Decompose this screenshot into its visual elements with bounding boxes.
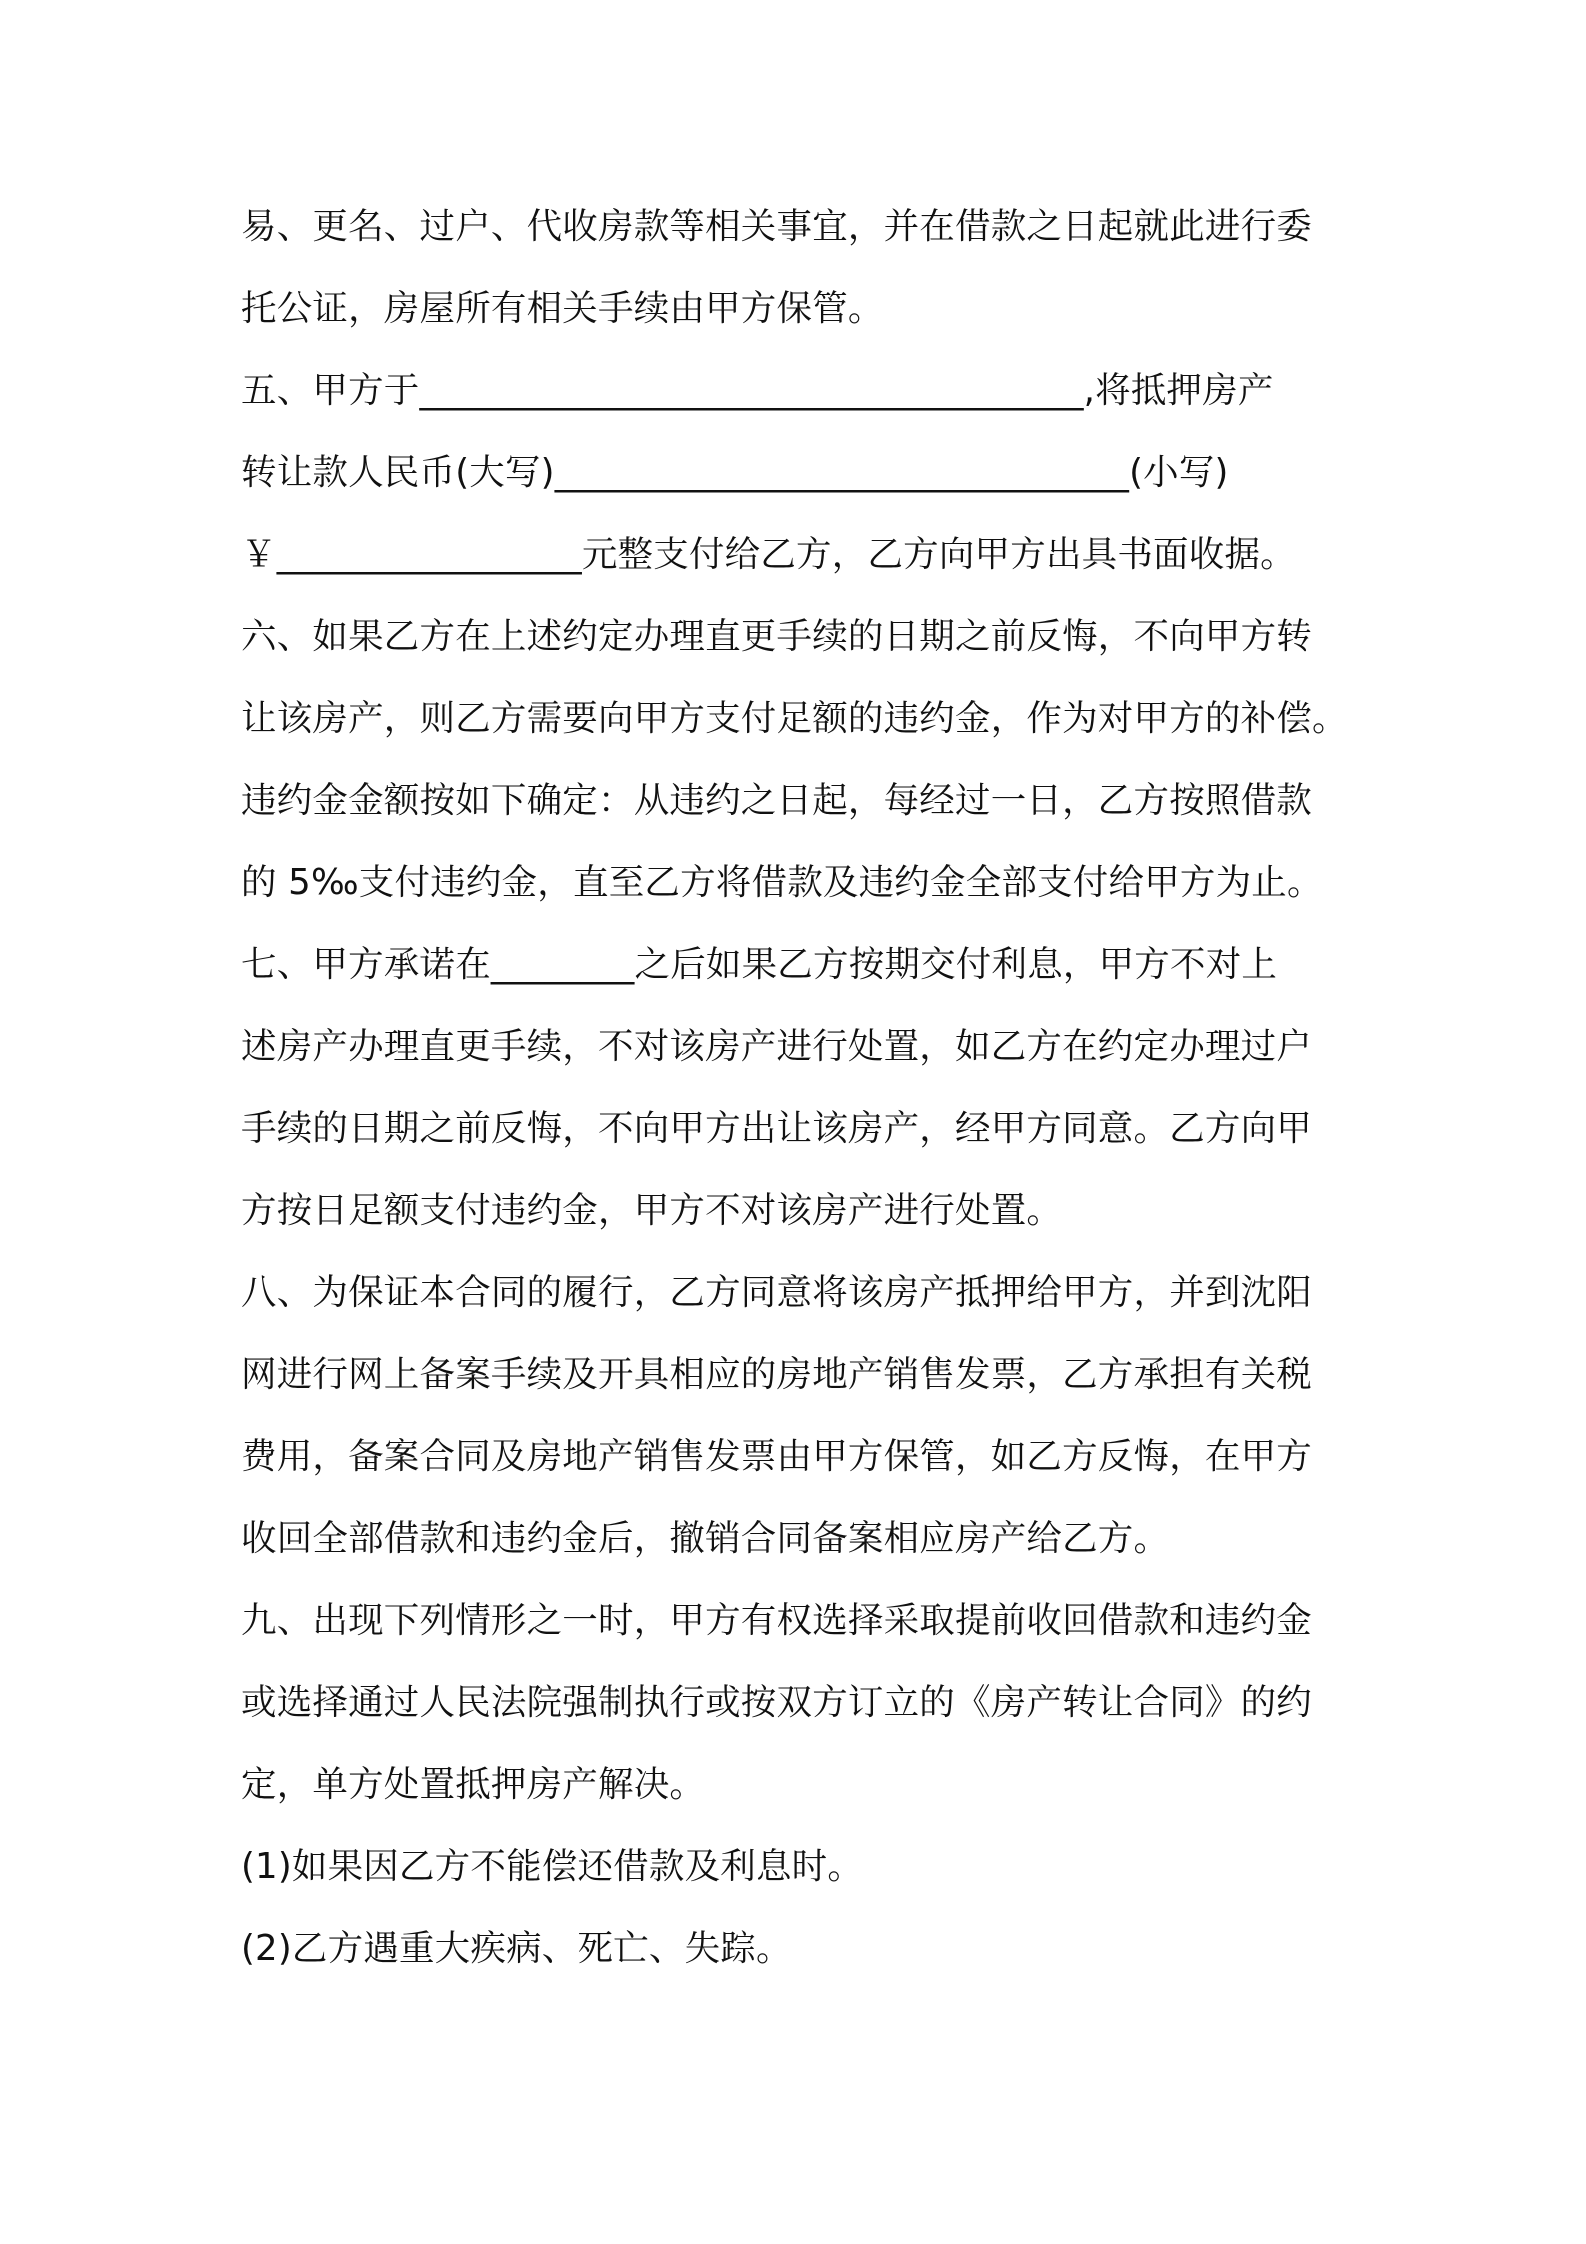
text-line: 网进行网上备案手续及开具相应的房地产销售发票，乙方承担有关税 [241, 1354, 1313, 1395]
text-line: 述房产办理直更手续，不对该房产进行处置，如乙方在约定办理过户 [241, 1026, 1313, 1067]
text-line: 易、更名、过户、代收房款等相关事宜，并在借款之日起就此进行委 [241, 206, 1313, 247]
text-line: 违约金金额按如下确定：从违约之日起，每经过一日，乙方按照借款 [241, 780, 1313, 821]
clause-8-line: 八、为保证本合同的履行，乙方同意将该房产抵押给甲方，并到沈阳 [241, 1272, 1313, 1313]
text-line: 的 5‰支付违约金，直至乙方将借款及违约金全部支付给甲方为止。 [241, 862, 1323, 903]
list-item-1: (1)如果因乙方不能偿还借款及利息时。 [241, 1846, 864, 1887]
text-line: 方按日足额支付违约金，甲方不对该房产进行处置。 [241, 1190, 1063, 1231]
text-line: ￥_________________元整支付给乙方，乙方向甲方出具书面收据。 [241, 534, 1296, 575]
clause-5-line: 五、甲方于_____________________________________,将抵押房产 [241, 370, 1274, 411]
text-line: 让该房产，则乙方需要向甲方支付足额的违约金，作为对甲方的补偿。 [241, 698, 1348, 739]
text-line: 费用，备案合同及房地产销售发票由甲方保管，如乙方反悔，在甲方 [241, 1436, 1313, 1477]
list-item-2: (2)乙方遇重大疾病、死亡、失踪。 [241, 1928, 792, 1969]
clause-7-line: 七、甲方承诺在________之后如果乙方按期交付利息，甲方不对上 [241, 944, 1278, 985]
text-line: 或选择通过人民法院强制执行或按双方订立的《房产转让合同》的约 [241, 1682, 1313, 1723]
text-line: 收回全部借款和违约金后，撤销合同备案相应房产给乙方。 [241, 1518, 1170, 1559]
text-line: 手续的日期之前反悔，不向甲方出让该房产，经甲方同意。乙方向甲 [241, 1108, 1313, 1149]
clause-6-line: 六、如果乙方在上述约定办理直更手续的日期之前反悔，不向甲方转 [241, 616, 1313, 657]
text-line: 转让款人民币(大写)________________________________(小写) [241, 452, 1229, 493]
clause-9-line: 九、出现下列情形之一时，甲方有权选择采取提前收回借款和违约金 [241, 1600, 1313, 1641]
text-line: 托公证，房屋所有相关手续由甲方保管。 [241, 288, 884, 329]
text-line: 定，单方处置抵押房产解决。 [241, 1764, 706, 1805]
contract-text [241, 186, 1349, 1990]
